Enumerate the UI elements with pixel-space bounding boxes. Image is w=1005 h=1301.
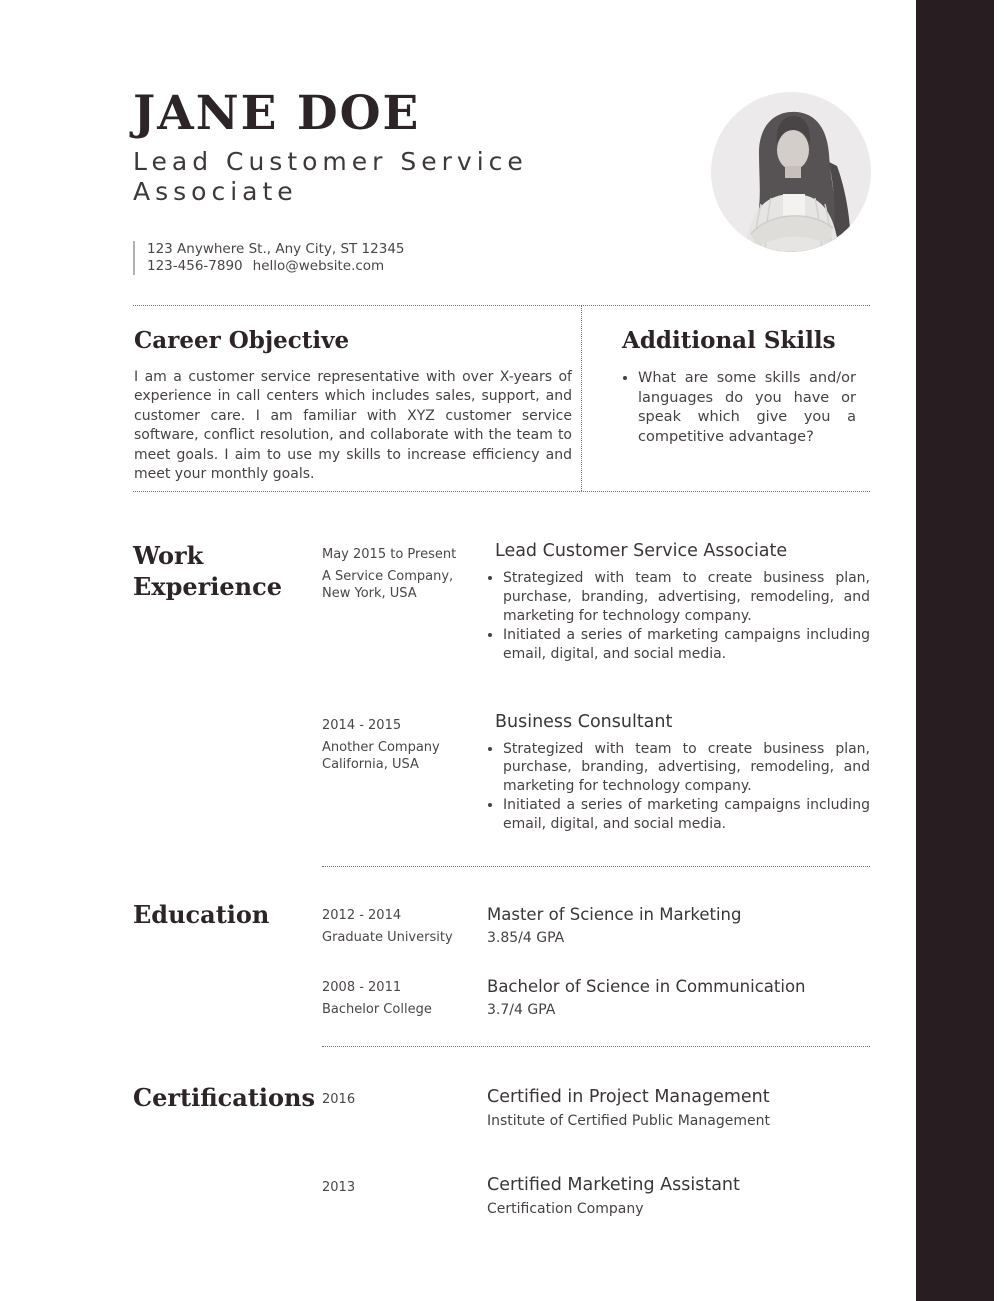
- degree-title: Master of Science in Marketing: [487, 905, 742, 924]
- education-entry-details: [487, 971, 870, 1019]
- list-item: • Initiated a series of marketing campaigns including email, digital, and social media.: [503, 626, 870, 664]
- work-entry-dates: [322, 540, 487, 664]
- company-name: A Service Company,: [322, 569, 454, 584]
- date-range: 2016: [322, 1092, 356, 1107]
- certifications-heading: Certifications: [133, 1083, 316, 1112]
- certification-issuer: Institute of Certified Public Management: [487, 1113, 770, 1129]
- list-item: • Strategized with team to create business plan, purchase, branding, advertising, remodeling, and marketing for technology company.: [503, 569, 870, 626]
- role-title: Business Consultant: [495, 711, 673, 732]
- additional-skills-heading: Additional Skills: [622, 327, 836, 354]
- certification-entry-year: [322, 1082, 487, 1130]
- date-range: 2014 - 2015: [322, 717, 402, 733]
- gpa: 3.85/4 GPA: [487, 930, 565, 946]
- date-range: May 2015 to Present: [322, 547, 457, 562]
- school-name: Graduate University: [322, 930, 453, 945]
- person-job-title: Lead Customer Service Associate: [133, 147, 528, 206]
- education-heading: Education: [133, 900, 270, 929]
- work-experience-section: [133, 540, 870, 834]
- additional-skills-section: [582, 306, 870, 491]
- company-location: California, USA: [322, 756, 419, 772]
- portrait-illustration: [711, 92, 871, 252]
- role-bullets: [487, 569, 870, 664]
- person-name: JANE DOE: [133, 86, 421, 141]
- date-range: 2013: [322, 1180, 356, 1195]
- contact-address: 123 Anywhere St., Any City, ST 12345: [147, 241, 405, 257]
- contact-phone: 123-456-7890: [147, 258, 243, 274]
- profile-photo: [711, 92, 871, 252]
- education-entry-dates: [322, 899, 487, 947]
- certification-entry-year: [322, 1170, 487, 1218]
- career-objective-text: I am a customer service representative with over X-years of experience in call centers which includes sales, support, and customer care. I am familiar with XYZ customer service software, conflict resolution, and collaborate with the team to meet goals. I aim to use my skills to increase efficiency and meet your monthly goals.: [134, 369, 572, 483]
- date-range: 2008 - 2011: [322, 980, 402, 995]
- date-range: 2012 - 2014: [322, 908, 402, 923]
- gpa: 3.7/4 GPA: [487, 1002, 556, 1018]
- objective-skills-band: [133, 305, 870, 492]
- contact-email: hello@website.com: [252, 258, 385, 274]
- education-entry-dates: [322, 971, 487, 1019]
- section-divider: [322, 866, 870, 867]
- list-item: • What are some skills and/or languages do you have or speak which give you a competitive advantage?: [638, 369, 856, 448]
- work-experience-heading: Work Experience: [133, 541, 283, 601]
- certification-title: Certified in Project Management: [487, 1087, 770, 1107]
- work-entry-details: [487, 540, 870, 664]
- school-name: Bachelor College: [322, 1002, 432, 1017]
- certification-title: Certified Marketing Assistant: [487, 1175, 740, 1195]
- work-entry-dates: [322, 711, 487, 835]
- certifications-section: [133, 1082, 870, 1218]
- right-accent-bar: [916, 0, 994, 1301]
- section-divider: [322, 1046, 870, 1047]
- contact-block: [133, 241, 703, 275]
- list-item: • Initiated a series of marketing campaigns including email, digital, and social media.: [503, 796, 870, 834]
- company-location: New York, USA: [322, 586, 417, 601]
- certification-entry-details: [487, 1170, 870, 1218]
- career-objective-section: [133, 306, 582, 491]
- additional-skills-list: [622, 369, 856, 448]
- work-entry-details: [487, 711, 870, 835]
- certification-entry-details: [487, 1082, 870, 1130]
- degree-title: Bachelor of Science in Communication: [487, 977, 806, 996]
- company-name: Another Company: [322, 739, 440, 755]
- contact-phone-email: [147, 258, 703, 275]
- header: [133, 88, 703, 275]
- role-title: Lead Customer Service Associate: [495, 541, 788, 561]
- education-entry-details: [487, 899, 870, 947]
- role-bullets: [487, 740, 870, 835]
- certification-issuer: Certification Company: [487, 1201, 644, 1217]
- list-item: • Strategized with team to create business plan, purchase, branding, advertising, remodeling, and marketing for technology company.: [503, 740, 870, 797]
- education-section: [133, 899, 870, 1019]
- career-objective-heading: Career Objective: [134, 327, 350, 354]
